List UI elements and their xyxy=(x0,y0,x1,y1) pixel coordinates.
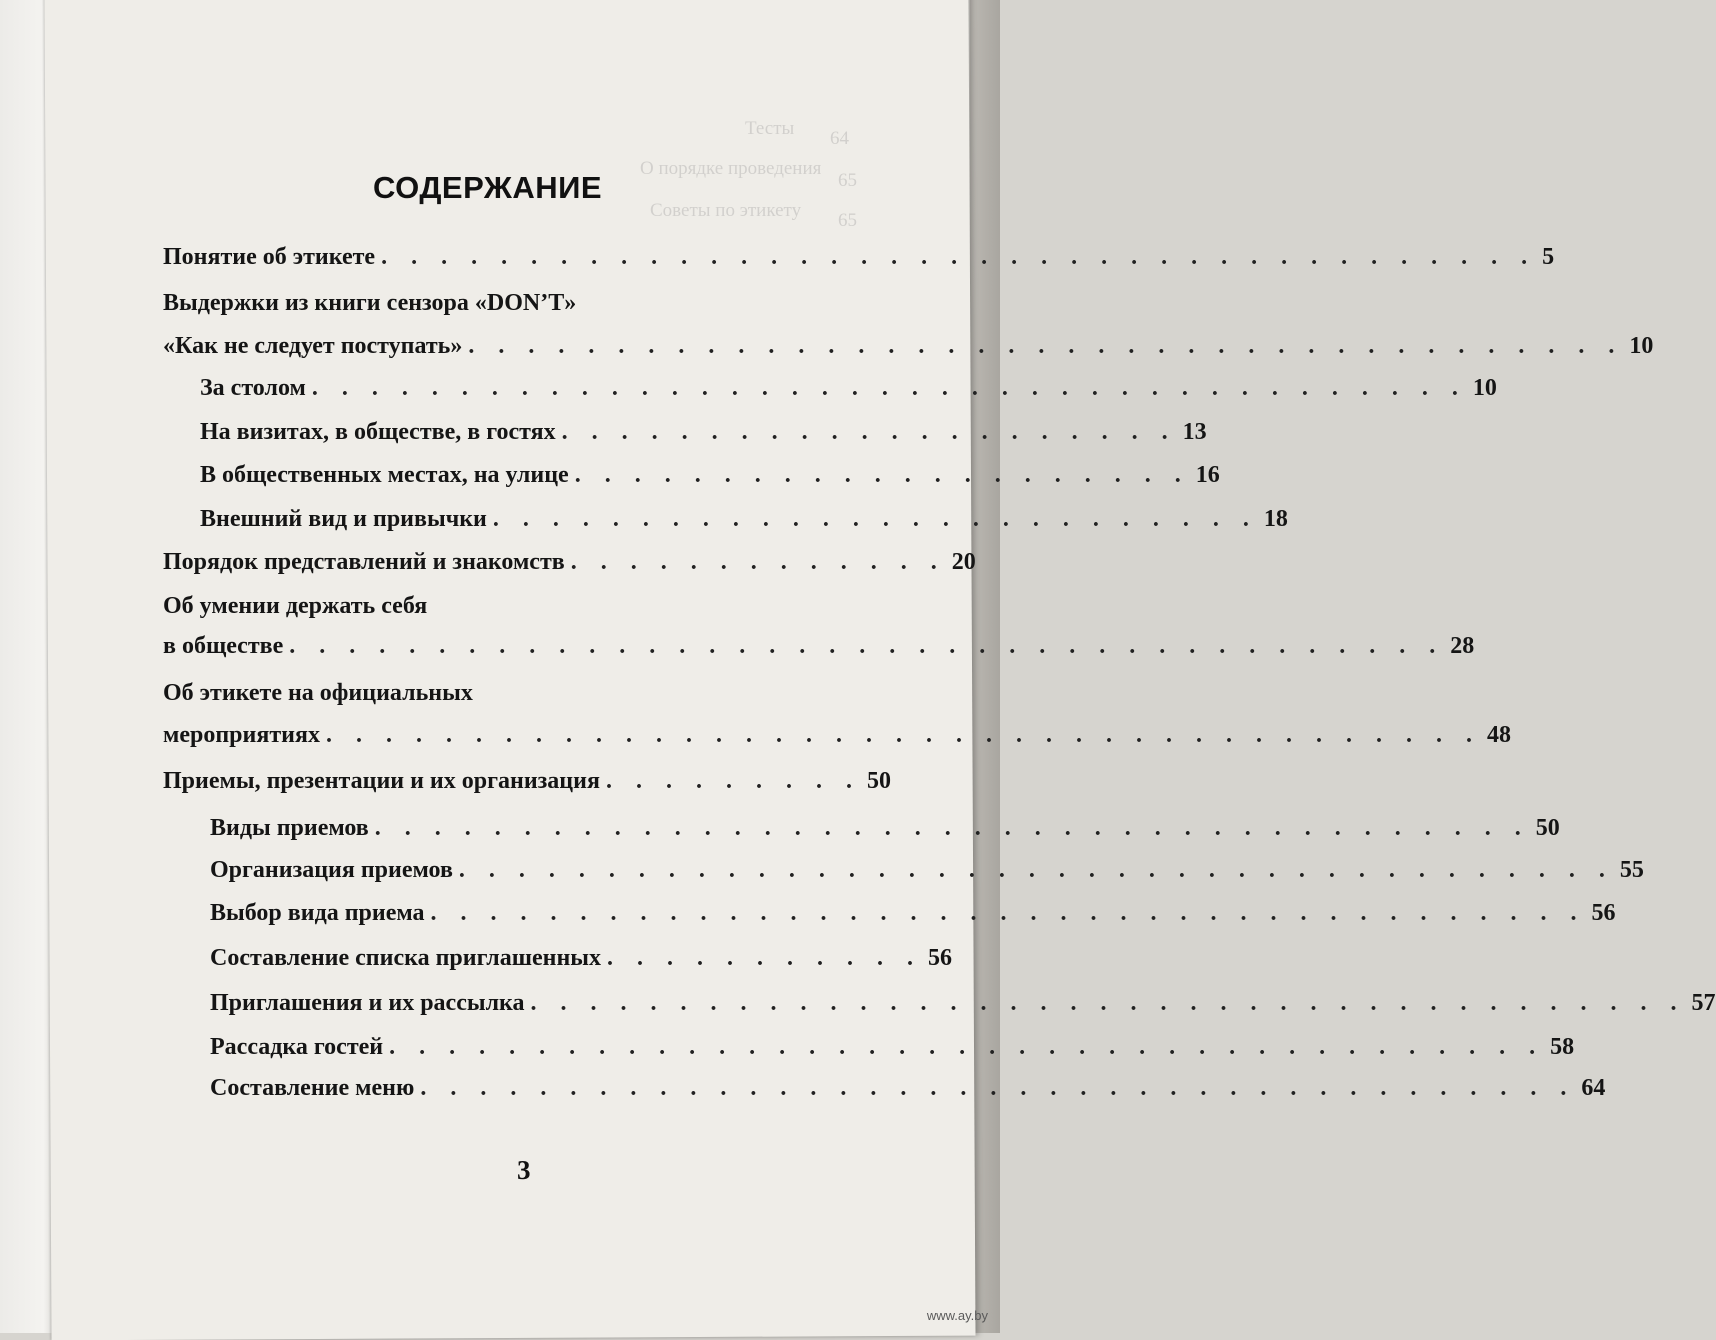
toc-leader-dots: . . . . . . . . . . . . . . . . . . . . . . . . . . . . . . . . . . . . . . . xyxy=(430,900,1586,926)
toc-entry xyxy=(210,900,1616,940)
toc-entry-title: За столом xyxy=(200,375,306,401)
toc-entry-page: 58 xyxy=(1550,1034,1575,1060)
right-shadow xyxy=(970,0,1000,1333)
toc-leader-dots: . . . . . . . . . . . . . . . . . . . . . . . . . . . . . . . . . . . . . . . xyxy=(458,857,1614,883)
toc-leader-dots: . . . . . . . . . . . . . . . . . . . . . . . . . . . . . . . . . . . . . . . xyxy=(389,1034,1545,1060)
toc-entry-page: 64 xyxy=(1581,1075,1606,1101)
toc-entry xyxy=(163,768,891,808)
toc-entry-title: Виды приемов xyxy=(210,815,369,841)
toc-entry xyxy=(210,1034,1575,1074)
toc-entry-title: Составление списка приглашенных xyxy=(210,945,602,971)
toc-entry-title: Внешний вид и привычки xyxy=(200,506,487,532)
toc-entry-title: Приглашения и их рассылка xyxy=(210,990,525,1016)
toc-entry-title: Приемы, презентации и их организация xyxy=(163,768,600,794)
watermark: www.ay.by xyxy=(926,1308,988,1323)
toc-entry-title: Составление меню xyxy=(210,1075,415,1101)
toc-leader-dots: . . . . . . . . . . . . . . . . . . . . . . . . . . . . . . . . . . . . . . . xyxy=(311,375,1467,401)
toc-entry-page: 20 xyxy=(951,549,976,575)
toc-entry xyxy=(210,857,1644,897)
toc-entry-page: 48 xyxy=(1486,722,1511,748)
toc-entry xyxy=(210,945,953,985)
toc-entry-page: 55 xyxy=(1619,857,1644,883)
toc-leader-dots: . . . . . . . . . . . . . xyxy=(570,549,946,575)
toc-leader-dots: . . . . . . . . . . . . . . . . . . . . . xyxy=(561,419,1177,445)
toc-entry-title: Понятие об этикете xyxy=(163,244,376,270)
toc-entry-page: 13 xyxy=(1182,419,1207,445)
show-through-text: 65 xyxy=(838,210,857,231)
toc-entry-title: Рассадка гостей xyxy=(210,1034,384,1060)
toc-leader-dots: . . . . . . . . . . . . . . . . . . . . . . . . . . xyxy=(492,506,1258,532)
toc-entry xyxy=(163,333,1654,373)
show-through-text: О порядке проведения xyxy=(640,158,822,179)
show-through-text: Советы по этикету xyxy=(650,200,802,221)
toc-entry-page: 10 xyxy=(1472,375,1497,401)
toc-leader-dots: . . . . . . . . . . . . . . . . . . . . . . . . . . . . . . . . . . . . . . . xyxy=(420,1075,1576,1101)
toc-entry-page: 56 xyxy=(928,945,953,971)
toc-entry-title: На визитах, в обществе, в гостях xyxy=(200,419,556,445)
toc-entry-page: 56 xyxy=(1591,900,1616,926)
toc-leader-dots: . . . . . . . . . . . . . . . . . . . . . . . . . . . . . . . . . . . . . . . xyxy=(468,333,1624,359)
toc-entry-page: 16 xyxy=(1195,462,1220,488)
show-through-text: 65 xyxy=(838,170,857,191)
toc-entry-title: в обществе xyxy=(163,633,284,659)
toc-entry-page: 50 xyxy=(1535,815,1560,841)
page-number: 3 xyxy=(517,1155,531,1185)
toc-entry xyxy=(200,375,1497,415)
toc-entry-title: Организация приемов xyxy=(210,857,453,883)
toc-entry-title: Выбор вида приема xyxy=(210,900,425,926)
toc-leader-dots: . . . . . . . . . xyxy=(605,768,861,794)
page-title: СОДЕРЖАНИЕ xyxy=(373,170,603,205)
show-through-text: 64 xyxy=(830,128,849,149)
toc-entry xyxy=(200,419,1207,459)
toc-entry-page: 57 xyxy=(1691,990,1716,1016)
toc-entry xyxy=(163,722,1511,762)
toc-entry xyxy=(163,633,1475,673)
toc-entry-title: В общественных местах, на улице xyxy=(200,462,569,488)
toc-entry-page: 50 xyxy=(866,768,891,794)
toc-entry xyxy=(210,815,1560,855)
toc-entry-page: 5 xyxy=(1542,244,1555,270)
toc-leader-dots: . . . . . . . . . . . . . . . . . . . . . . . . . . . . . . . . . . . . . . . xyxy=(374,815,1530,841)
toc-entry xyxy=(210,1075,1606,1115)
toc-entry-page: 28 xyxy=(1450,633,1475,659)
toc-entry-title: Об этикете на официальных xyxy=(163,680,473,706)
toc-entry xyxy=(210,990,1716,1030)
toc-leader-dots: . . . . . . . . . . . xyxy=(607,945,923,971)
toc-entry xyxy=(200,506,1288,546)
toc-entry xyxy=(163,549,976,589)
toc-entry xyxy=(163,244,1555,284)
toc-entry xyxy=(200,462,1220,502)
toc-entry-page: 18 xyxy=(1263,506,1288,532)
toc-entry-title: Выдержки из книги сензора «DON’T» xyxy=(163,290,577,316)
toc-entry-title: «Как не следует поступать» xyxy=(163,333,463,359)
toc-leader-dots: . . . . . . . . . . . . . . . . . . . . . . . . . . . . . . . . . . . . . . . xyxy=(289,633,1445,659)
toc-entry-title: Об умении держать себя xyxy=(163,593,428,619)
toc-leader-dots: . . . . . . . . . . . . . . . . . . . . . . . . . . . . . . . . . . . . . . . xyxy=(325,722,1481,748)
toc-leader-dots: . . . . . . . . . . . . . . . . . . . . . . . . . . . . . . . . . . . . . . . xyxy=(381,244,1537,270)
toc-entry-title: Порядок представлений и знакомств xyxy=(163,549,565,575)
toc-entry-page: 10 xyxy=(1629,333,1654,359)
toc-leader-dots: . . . . . . . . . . . . . . . . . . . . . . . . . . . . . . . . . . . . . . . xyxy=(530,990,1686,1016)
show-through-text: Тесты xyxy=(745,118,795,139)
toc-entry-title: мероприятиях xyxy=(163,722,320,748)
toc-leader-dots: . . . . . . . . . . . . . . . . . . . . . xyxy=(574,462,1190,488)
